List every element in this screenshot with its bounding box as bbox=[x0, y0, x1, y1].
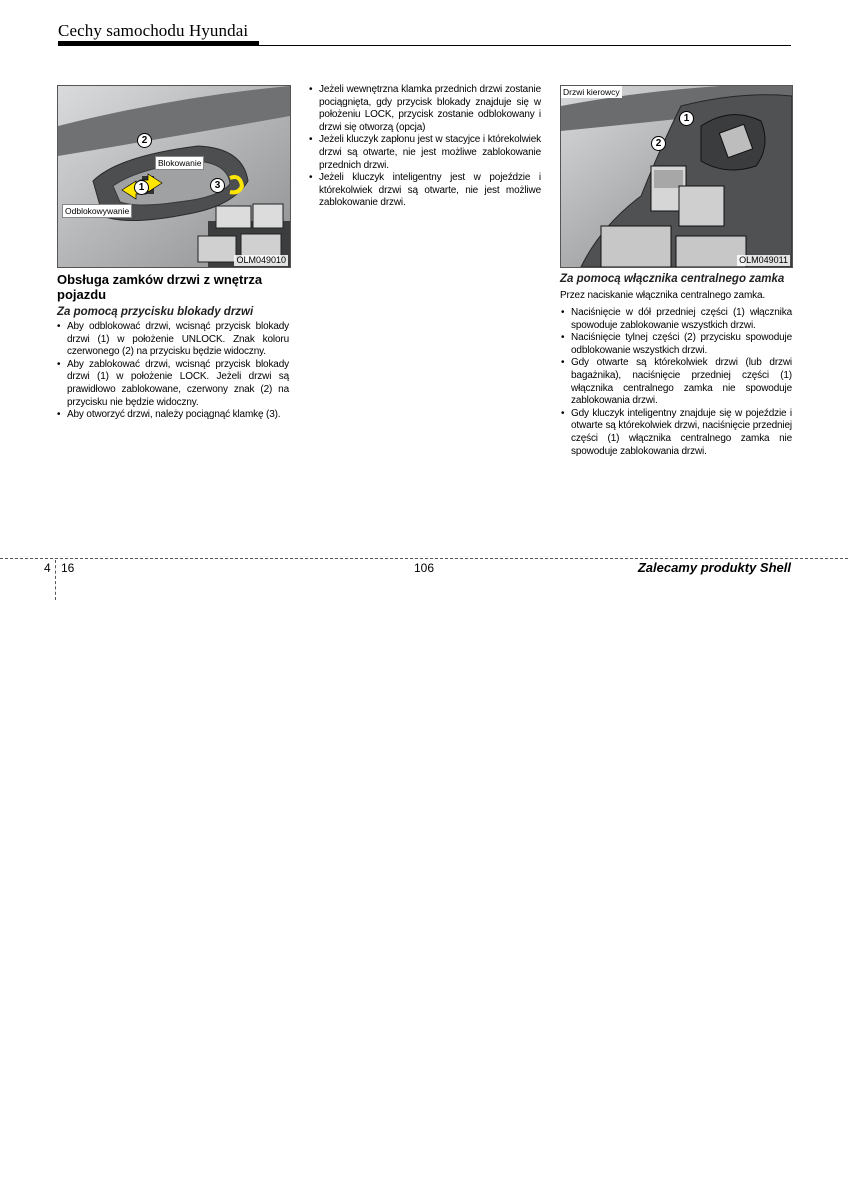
middle-bullet-list bbox=[307, 84, 541, 210]
header-rule-accent bbox=[58, 41, 259, 46]
section-title: Obsługa zamków drzwi z wnętrza pojazdu bbox=[57, 272, 263, 302]
callout-1: 1 bbox=[679, 111, 694, 126]
door-lock-button-figure bbox=[57, 85, 291, 268]
lock-label: Blokowanie bbox=[155, 156, 204, 170]
list-item: • Jeżeli wewnętrzna klamka przednich drzwi zostanie pociągnięta, gdy przycisk blokady znajduje się w położeniu LOCK, przycisk zostanie odblokowany i drzwi się otworzą (opcja) bbox=[307, 84, 541, 134]
central-lock-switch-figure bbox=[560, 85, 793, 268]
list-item: • Jeżeli kluczyk inteligentny jest w pojeździe i którekolwiek drzwi są otwarte, nie jest możliwe zablokowanie drzwi. bbox=[307, 172, 541, 210]
list-item: • Aby odblokować drzwi, wcisnąć przycisk blokady drzwi (1) w położenie UNLOCK. Znak koloru czerwonego (2) na przycisku będzie widoczny. bbox=[55, 321, 289, 359]
list-item: • Jeżeli kluczyk zapłonu jest w stacyjce i którekolwiek drzwi są otwarte, nie jest możliwe zablokowanie przednich drzwi. bbox=[307, 134, 541, 172]
section-page-number: 16 bbox=[61, 561, 75, 575]
driver-door-label: Drzwi kierowcy bbox=[563, 87, 620, 97]
footer-brand: Zalecamy produkty Shell bbox=[637, 560, 791, 575]
callout-3: 3 bbox=[210, 178, 225, 193]
subsection-title: Za pomocą włącznika centralnego zamka bbox=[560, 273, 785, 285]
right-bullet-list bbox=[559, 307, 792, 458]
list-item: • Aby otworzyć drzwi, należy pociągnąć klamkę (3). bbox=[55, 409, 289, 422]
left-bullet-list bbox=[55, 321, 289, 422]
list-item: • Aby zablokować drzwi, wcisnąć przycisk blokady drzwi (1) w położenie LOCK. Jeżeli drzwi są prawidłowo zablokowane, czerwony znak (2) na przycisku nie będzie widoczny. bbox=[55, 359, 289, 409]
callout-2: 2 bbox=[651, 136, 666, 151]
list-item: • Naciśnięcie w dół przedniej części (1) włącznika spowoduje zablokowanie wszystkich drzwi. bbox=[559, 307, 792, 332]
unlock-label: Odblokowywanie bbox=[62, 204, 132, 218]
footer-rule bbox=[0, 558, 848, 559]
list-item: • Naciśnięcie tylnej części (2) przycisku spowoduje odblokowanie wszystkich drzwi. bbox=[559, 332, 792, 357]
door-handle-illustration bbox=[58, 86, 290, 267]
figure-code: OLM049010 bbox=[236, 255, 286, 265]
list-item: • Gdy kluczyk inteligentny znajduje się w pojeździe i otwarte są którekolwiek drzwi, naciśnięcie przedniej części (1) włącznika centralnego zamka nie spowoduje zablokowania drzwi. bbox=[559, 408, 792, 458]
page-number: 106 bbox=[414, 561, 435, 575]
subsection-title: Za pomocą przycisku blokady drzwi bbox=[57, 306, 254, 318]
central-lock-illustration bbox=[561, 86, 792, 267]
intro-text: Przez naciskanie włącznika centralnego zamka. bbox=[560, 290, 766, 301]
figure-code: OLM049011 bbox=[739, 255, 788, 265]
callout-1: 1 bbox=[134, 180, 149, 195]
footer-divider bbox=[55, 560, 56, 600]
chapter-number: 4 bbox=[44, 561, 51, 575]
callout-2: 2 bbox=[137, 133, 152, 148]
running-header: Cechy samochodu Hyundai bbox=[58, 21, 249, 40]
list-item: • Gdy otwarte są którekolwiek drzwi (lub drzwi bagażnika), naciśnięcie przedniej części (1) włącznika centralnego zamka nie spowoduje zablokowania drzwi. bbox=[559, 357, 792, 407]
